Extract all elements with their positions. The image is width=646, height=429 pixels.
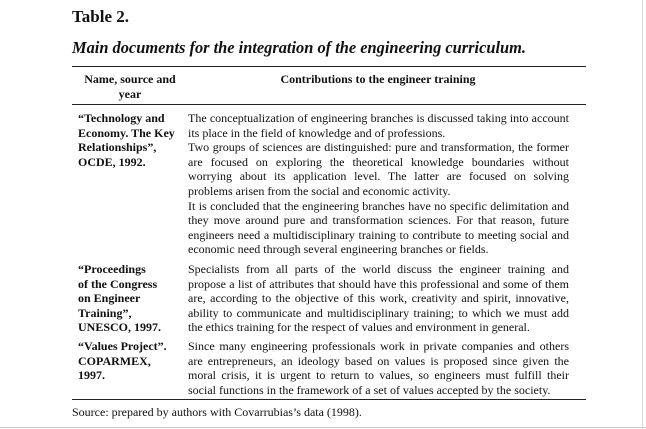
row-name-line: 1997. (78, 368, 105, 383)
contribution-paragraph: Two groups of sciences are distinguished: pure and transformation, the former are focused on exploring the theoretical knowledge boundaries without worrying about its application level. The latter are focused on solving problems arisen from the social and economic activity. (188, 140, 569, 198)
table-source-note: Source: prepared by authors with Covarrubias’s data (1998). (72, 405, 362, 419)
row-contribution-text (188, 111, 569, 257)
contribution-paragraph: Specialists from all parts of the world discuss the engineer training and propose a list of attributes that should have this professional and some of them are, according to the objective of this work, creativity and spirit, innovative, ability to communicate and multidisciplinary training; to which we must add the ethics training for the respect of values and environment in general. (188, 262, 569, 335)
row-document-name (78, 339, 184, 383)
page-right-edge (642, 0, 643, 429)
column-header-name (74, 72, 186, 101)
row-name-line: Training”, (78, 305, 132, 320)
row-document-name (78, 262, 184, 335)
row-contribution-text (188, 339, 569, 397)
table-number: Table 2. (72, 7, 130, 26)
row-name-line: of the Congress (78, 276, 158, 291)
contribution-paragraph: Since many engineering professionals work in private companies and others are entrepreneurs, an ideology based on values is proposed since given the moral crisis, it is urgent to return to values, so engineers must fulfill their social functions in the framework of a set of values accepted by the society. (188, 339, 569, 397)
column-header-name-line1: Name, source and (84, 72, 176, 86)
row-name-line: “Proceedings (78, 262, 146, 276)
row-name-line: UNESCO, 1997. (78, 320, 162, 335)
row-name-line: “Values Project”. (78, 339, 167, 353)
table-bottom-rule (72, 399, 586, 400)
contribution-paragraph: The conceptualization of engineering branches is discussed taking into account its place in the field of knowledge and of professions. (188, 111, 569, 140)
table-caption: Main documents for the integration of the engineering curriculum. (72, 38, 526, 57)
row-name-line: Relationships”, (78, 140, 157, 155)
column-header-contributions: Contributions to the engineer training (280, 72, 476, 86)
table-header-rule (72, 104, 586, 105)
row-name-line: “Technology and (78, 111, 165, 125)
row-contribution-text (188, 262, 569, 335)
row-name-line: Economy. The Key (78, 125, 175, 140)
column-header-name-line2: year (118, 86, 142, 101)
row-name-line: COPARMEX, (78, 353, 151, 368)
table-top-rule (72, 66, 586, 67)
page-bottom-edge (0, 427, 646, 428)
row-document-name (78, 111, 184, 169)
row-name-line: on Engineer (78, 291, 141, 306)
row-name-line: OCDE, 1992. (78, 154, 146, 169)
contribution-paragraph: It is concluded that the engineering branches have no specific delimitation and they move around pure and transformation sciences. For that reason, future engineers need a multidisciplinary training to contribute to meeting social and economic need through several engineering branches or fields. (188, 198, 569, 257)
